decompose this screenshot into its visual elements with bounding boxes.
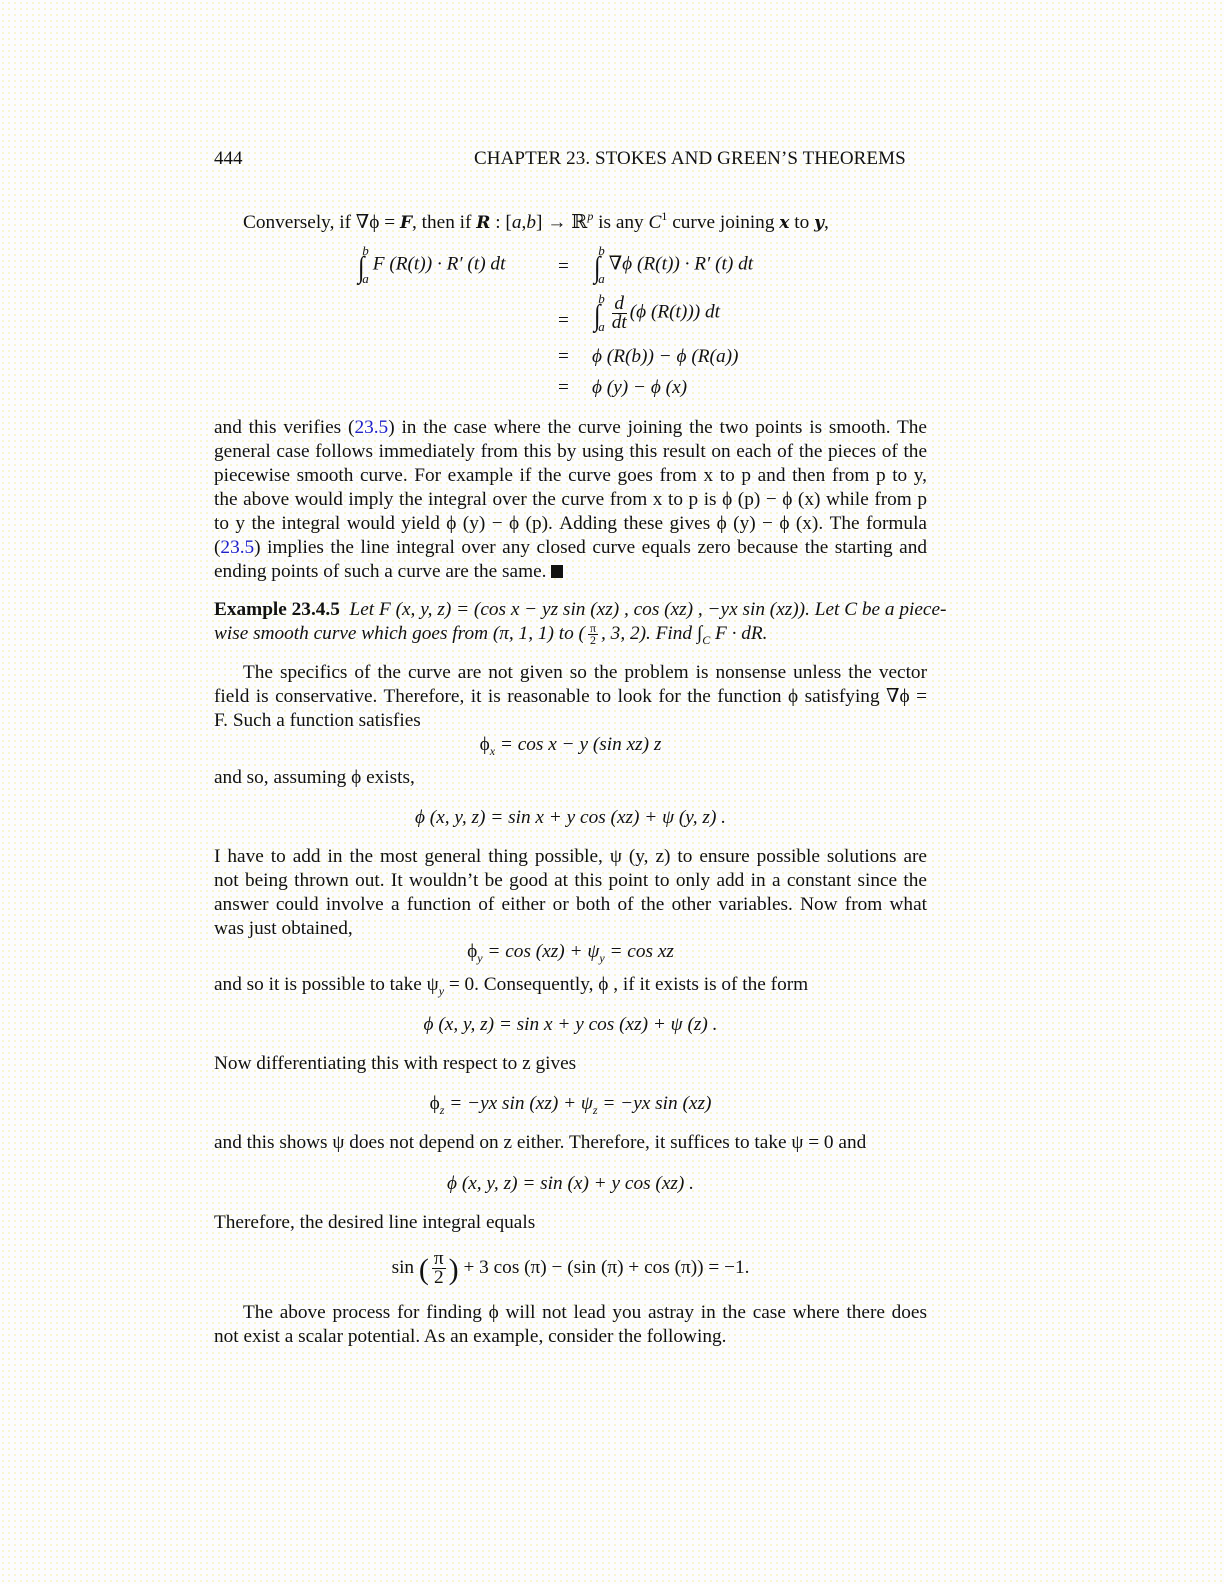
text-line: I have to add in the most general thing possible, ψ (y, z) to ensure possible solutions are (214, 846, 927, 867)
text: wise smooth curve which goes from (π, 1, 1) to ( (214, 623, 585, 644)
text-line (214, 416, 927, 440)
math-C: C (648, 212, 662, 233)
denominator: dt (611, 311, 627, 333)
math-phi: ϕ (467, 941, 478, 962)
math-rest: = cos x − y (sin xz) z (495, 734, 662, 755)
math-C: C (702, 633, 711, 647)
equation-ref-link[interactable]: 23.5 (354, 417, 389, 438)
example-statement: Let F (x, y, z) = (cos x − yz sin (xz) , cos (xz) , −yx sin (xz)). Let C be a piece- (349, 599, 947, 620)
left-paren: ( (418, 1252, 429, 1286)
equals-sign: = (558, 256, 569, 277)
text: to (789, 212, 815, 233)
text: , 3, 2). Find ∫ (601, 623, 703, 644)
numerator: d (612, 295, 627, 314)
example-line-2 (214, 622, 927, 652)
equation-phi-y (214, 939, 927, 971)
text: ) in the case where the curve joining the two points is smooth. The (388, 417, 927, 438)
equals-sign: = (558, 377, 569, 398)
text: : [ (490, 212, 512, 233)
numerator: π (589, 621, 597, 636)
equation-phi-z (214, 1091, 927, 1123)
math-a: a (511, 212, 522, 233)
upper-limit: b (598, 291, 605, 306)
text: = 0. Consequently, ϕ , if it exists is of the form (444, 974, 809, 995)
example-label: Example 23.4.5 (214, 599, 340, 620)
text-line: Therefore, the desired line integral equals (214, 1212, 536, 1233)
equation-phi-full-1: ϕ (x, y, z) = sin x + y cos (xz) + ψ (y, z) . (414, 807, 727, 828)
lower-limit: a (362, 271, 369, 286)
text: and this verifies ( (214, 417, 355, 438)
math-mid: = −yx sin (xz) + ψ (444, 1093, 593, 1114)
derivative-fraction (611, 292, 627, 333)
integral-sign: ∫ (357, 251, 365, 285)
subscript: y (477, 951, 483, 965)
running-header: CHAPTER 23. STOKES AND GREEN’S THEOREMS (474, 148, 906, 169)
upper-limit: b (598, 243, 605, 258)
integral-sign: ∫ (593, 299, 601, 333)
pi-over-2-fraction (432, 1250, 446, 1287)
lhs-expression: F (R(t)) · R′ (t) dt (372, 253, 506, 275)
text-line: The specifics of the curve are not given so the problem is nonsense unless the vector (243, 662, 927, 683)
derivation-lhs (357, 244, 505, 286)
page-number: 444 (214, 148, 243, 169)
math-b: b (526, 212, 536, 233)
text-line: field is conservative. Therefore, it is reasonable to look for the function ϕ satisfying ∇ϕ = (214, 686, 927, 707)
subscript: z (592, 1103, 598, 1117)
equals-sign: = (558, 346, 569, 367)
intro-line (243, 204, 956, 235)
text-line: piecewise smooth curve. For example if the curve goes from x to p and then from p to y, (214, 465, 927, 486)
subscript: y (438, 984, 445, 998)
rhs-expression: (ϕ (R(t))) dt (629, 301, 720, 323)
denominator: 2 (433, 1267, 444, 1288)
text: F · dR. (710, 623, 768, 644)
text: is any (593, 212, 649, 233)
text-line (214, 560, 927, 584)
math-y: y (814, 213, 824, 233)
right-paren: ) (448, 1252, 459, 1286)
math-R: R (476, 213, 491, 233)
text-line: the above would imply the integral over the curve from x to p is ϕ (p) − ϕ (x) while from p (214, 489, 927, 510)
equation-phi-final: ϕ (x, y, z) = sin (x) + y cos (xz) . (447, 1173, 694, 1194)
text-line: and so, assuming ϕ exists, (214, 767, 415, 788)
numerator: π (433, 1248, 444, 1269)
text: and so it is possible to take ψ (214, 974, 439, 995)
lower-limit: a (598, 319, 605, 334)
math-rest: = −yx sin (xz) (597, 1093, 712, 1114)
lower-limit: a (598, 271, 605, 286)
text: ] → ℝ (535, 212, 588, 233)
math-x: x (779, 213, 790, 233)
math-F: F (399, 213, 413, 233)
rhs-expression: ∇ϕ (R(t)) · R′ (t) dt (608, 253, 754, 275)
text-line: to y the integral would yield ϕ (y) − ϕ (p). Adding these gives ϕ (y) − ϕ (x). The formula (214, 513, 927, 534)
qed-square-icon (551, 565, 563, 578)
text-line: The above process for finding ϕ will not lead you astray in the case where there does (243, 1302, 927, 1323)
text: Conversely, if ∇ϕ = (243, 212, 400, 233)
derivation-rhs-4: ϕ (y) − ϕ (x) (592, 377, 688, 398)
subscript: z (439, 1103, 445, 1117)
equation-ref-link[interactable]: 23.5 (220, 537, 255, 558)
text-line: was just obtained, (214, 918, 353, 939)
text: ) implies the line integral over any closed curve equals zero because the starting and (254, 537, 927, 558)
text: ( (214, 537, 221, 558)
text-line: answer could involve a function of either or both of the other variables. Now from what (214, 894, 927, 915)
text-line: and this shows ψ does not depend on z either. Therefore, it suffices to take ψ = 0 and (214, 1132, 867, 1153)
math-phi: ϕ (429, 1093, 440, 1114)
pi-over-2-fraction (588, 623, 598, 646)
text: , (823, 212, 829, 233)
math-one: 1 (661, 209, 668, 223)
math-mid: = cos (xz) + ψ (482, 941, 600, 962)
equation-result (214, 1250, 927, 1287)
subscript: x (489, 744, 496, 758)
math-rest: + 3 cos (π) − (sin (π) + cos (π)) = −1. (458, 1256, 750, 1278)
text-line: not being thrown out. It wouldn’t be good at this point to only add in a constant since the (214, 870, 927, 891)
text-line (214, 536, 927, 560)
text: curve joining (667, 212, 780, 233)
text: , (521, 212, 527, 233)
equation-phi-full-2: ϕ (x, y, z) = sin x + y cos (xz) + ψ (z) . (423, 1014, 718, 1035)
math-sin: sin (391, 1256, 419, 1278)
text: ending points of such a curve are the same. (214, 561, 547, 582)
derivation-rhs-3: ϕ (R(b)) − ϕ (R(a)) (592, 346, 739, 367)
example-line-1 (214, 598, 947, 622)
equals-sign: = (558, 310, 569, 331)
text: , then if (412, 212, 477, 233)
text-line: Now differentiating this with respect to z gives (214, 1053, 577, 1074)
subscript: y (599, 951, 605, 965)
derivation-rhs-2 (593, 292, 720, 334)
denominator: 2 (590, 633, 596, 648)
text-line: not exist a scalar potential. As an example, consider the following. (214, 1326, 727, 1347)
math-rest: = cos xz (604, 941, 674, 962)
integral-sign: ∫ (593, 251, 601, 285)
derivation-rhs-1 (593, 244, 753, 286)
upper-limit: b (362, 243, 369, 258)
text-line: F. Such a function satisfies (214, 710, 421, 731)
equation-phi-x (214, 732, 927, 764)
math-phi: ϕ (479, 734, 490, 755)
text-line (214, 973, 927, 1003)
text-line: general case follows immediately from this by using this result on each of the pieces of the (214, 441, 927, 462)
math-p: p (587, 209, 594, 223)
